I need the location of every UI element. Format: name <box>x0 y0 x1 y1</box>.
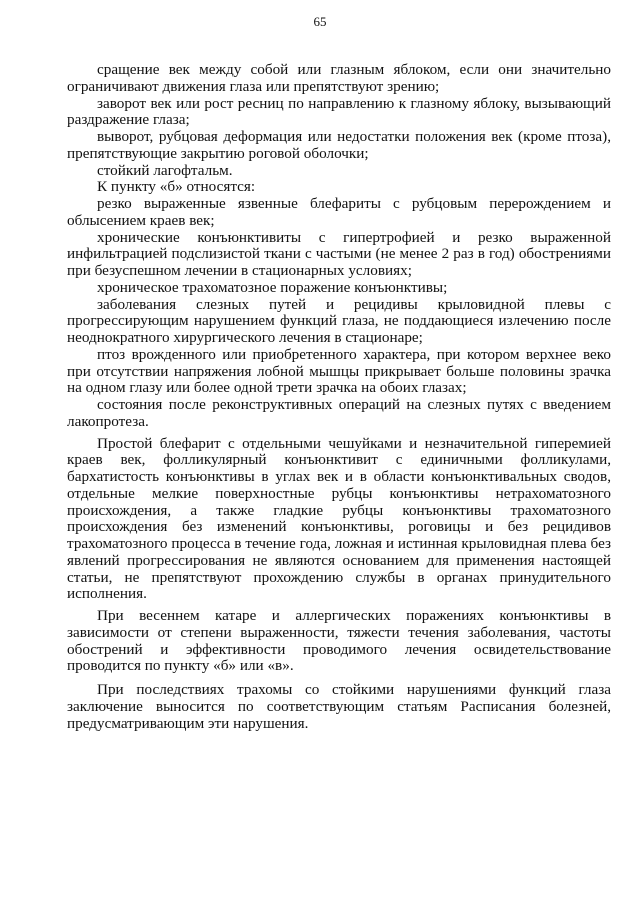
document-body <box>67 62 611 732</box>
page-number: 65 <box>313 14 327 29</box>
paragraph: При последствиях трахомы со стойкими нарушениями функций глаза заключение выносится по соответствующим статьям Расписания болезней, предусматривающим эти нарушения. <box>67 681 611 732</box>
paragraph: выворот, рубцовая деформация или недостатки положения век (кроме птоза), препятствующие закрытию роговой оболочки; <box>67 128 611 162</box>
paragraph: хронические конъюнктивиты с гипертрофией и резко выраженной инфильтрацией подслизистой ткани с частыми (не менее 2 раз в год) обострениями при безуспешном лечении в стационарных условиях; <box>67 228 611 279</box>
paragraph: состояния после реконструктивных операций на слезных путях с введением лакопротеза. <box>67 396 611 430</box>
paragraph: заворот век или рост ресниц по направлению к глазному яблоку, вызывающий раздражение глаза; <box>67 94 611 129</box>
paragraph: птоз врожденного или приобретенного характера, при котором верхнее веко при отсутствии напряжения лобной мышцы прикрывает больше половины зрачка на одном глазу или более одной трети зрачка на обоих глазах; <box>67 345 611 397</box>
paragraph: К пункту «б» относятся: <box>97 178 256 196</box>
paragraph: сращение век между собой или глазным яблоком, если они значительно ограничивают движения глаза или препятствуют зрению; <box>67 61 611 95</box>
paragraph: Простой блефарит с отдельными чешуйками и незначительной гиперемией краев век, фолликулярный конъюнктивит с единичными фолликулами, бархатистость конъюнктивы в углах век и в области конъюнктивальных сводов, отдельные мелкие поверхностные рубцы конъюнктивы нетрахоматозного происхождения, а также гладкие рубцы конъюнктивы трахоматозного происхождения без изменений конъюнктивы, роговицы и без рецидивов трахоматозного процесса в течение года, ложная и истинная крыловидная плева без явлений прогрессирования не являются основанием для применения настоящей статьи, не препятствуют прохождению службы в органах принудительного исполнения. <box>67 434 611 603</box>
paragraph: заболевания слезных путей и рецидивы крыловидной плевы с прогрессирующим нарушением функций глаза, не поддающиеся излечению после неоднократного хирургического лечения в стационаре; <box>67 295 611 346</box>
paragraph: стойкий лагофтальм. <box>97 161 233 179</box>
paragraph: При весеннем катаре и аллергических поражениях конъюнктивы в зависимости от степени выраженности, тяжести течения заболевания, частоты обострений и эффективности проводимого лечения освидетельствование проводится по пункту «б» или «в». <box>67 607 611 675</box>
paragraph: хроническое трахоматозное поражение конъюнктивы; <box>97 278 448 296</box>
paragraph: резко выраженные язвенные блефариты с рубцовым перерождением и облысением краев век; <box>67 195 611 229</box>
